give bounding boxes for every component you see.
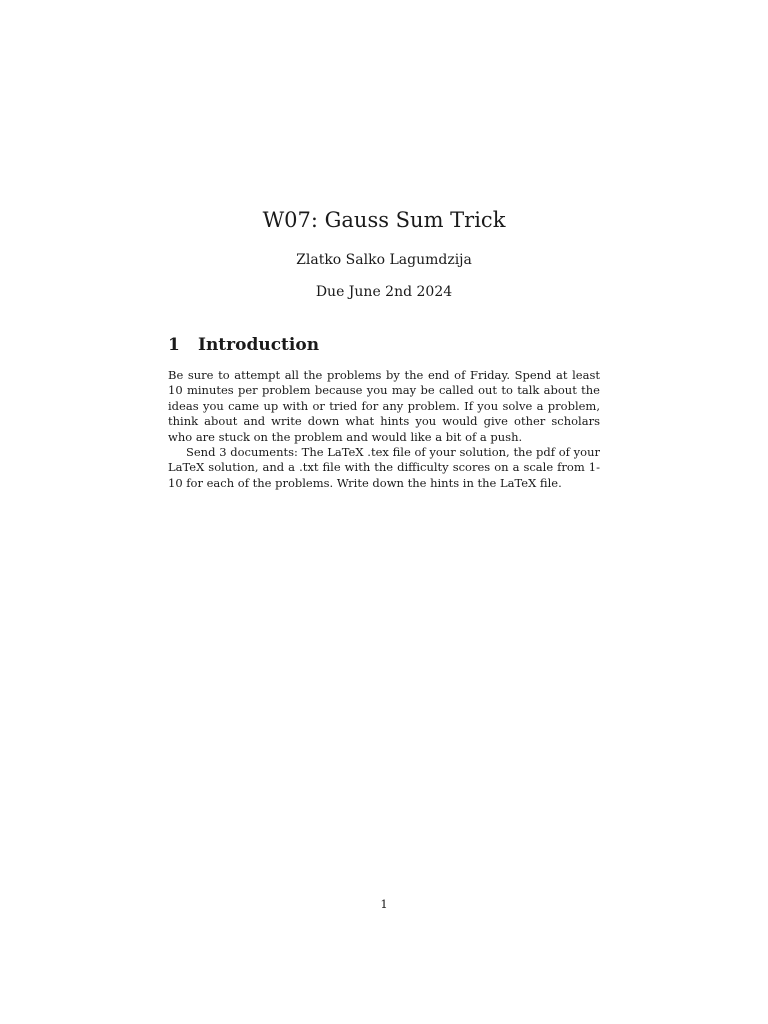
section-body (168, 368, 600, 491)
document-date: Due June 2nd 2024 (315, 284, 453, 300)
section-heading-introduction (168, 333, 319, 357)
paragraph: Send 3 documents: The LaTeX .tex file of your solution, the pdf of your LaTeX solution, and a .txt file with the difficulty scores on a scale from 1-10 for each of the problems. Write down the hints in the LaTeX file. (168, 445, 600, 490)
document-title: W07: Gauss Sum Trick (262, 208, 506, 232)
page-number: 1 (380, 897, 388, 911)
paragraph: Be sure to attempt all the problems by the end of Friday. Spend at least 10 minutes per problem because you may be called out to talk about the ideas you came up with or tried for any problem. If you solve a problem, think about and write down what hints you would give other scholars who are stuck on the problem and would like a bit of a push. (168, 368, 600, 444)
section-title: Introduction (198, 335, 320, 355)
document-author: Zlatko Salko Lagumdzija (296, 252, 472, 268)
section-number: 1 (168, 335, 180, 355)
